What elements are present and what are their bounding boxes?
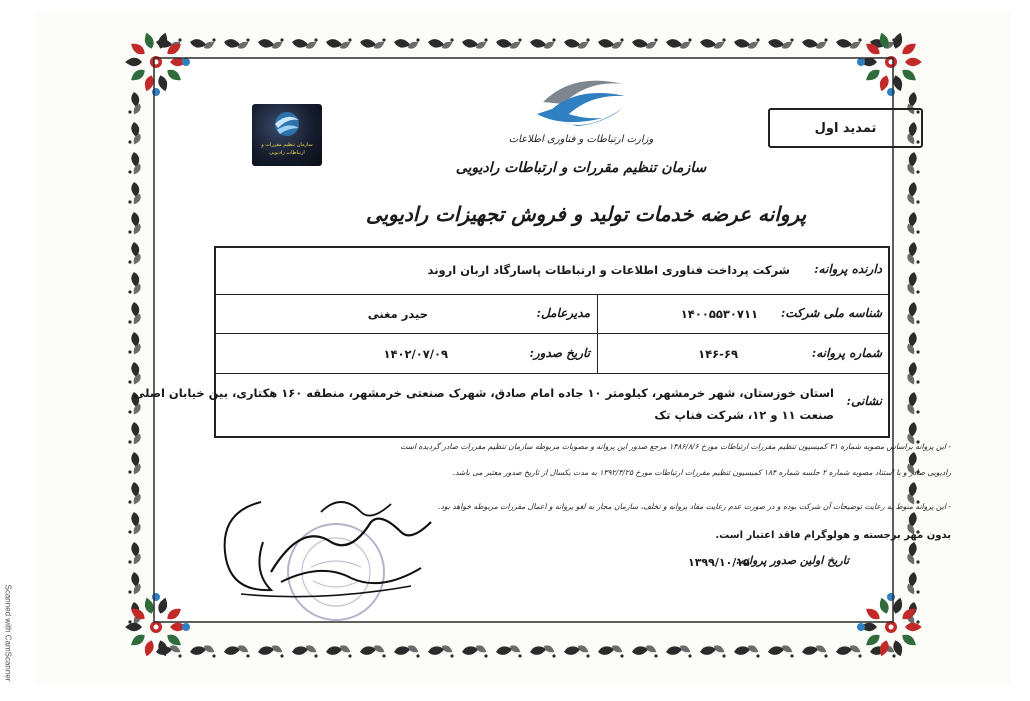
address-line-2: صنعت ۱۱ و ۱۲، شرکت فناپ تک [654,408,834,422]
license-title: پروانه عرضه خدمات تولید و فروش تجهیزات رادیویی [365,202,807,226]
extension-label: تمدید اول [814,120,877,136]
national-id-label: شناسه ملی شرکت: [780,306,882,320]
table-row-national-id [216,295,888,334]
first-issue-label: تاریخ اولین صدور پروانه: [736,554,850,567]
extension-badge [768,108,923,148]
hologram-text-2: ارتباطات رادیویی [269,150,305,156]
first-issue-date: ۱۳۹۹/۱۰/۱۵ [688,556,750,569]
address-line-1: استان خوزستان، شهر خرمشهر، کیلومتر ۱۰ جاده امام صادق، شهرک صنعتی خرمشهر، منطقه ۱۶۰ هکتاری، بین خیابان اصلی [133,386,834,400]
hologram-logo-icon [270,110,304,138]
table-row-holder [216,248,888,295]
license-number-value: ۱۴۶-۶۹ [698,347,738,361]
signature-icon [201,482,451,622]
note-line-3: - این پروانه منوط به رعایت توضیحات آن شرکت بوده و در صورت عدم رعایت مفاد پروانه و تخلف، سازمان مجاز به لغو پروانه و اعمال مقررات مربوطه خواهد بود. [438,502,951,511]
ministry-name: وزارت ارتباطات و فناوری اطلاعات [508,134,654,145]
ministry-logo-icon [533,62,629,132]
ceo-value: حیدر مغنی [367,307,428,321]
table-divider [597,295,598,333]
issue-date-label: تاریخ صدور: [529,346,590,360]
ceo-label: مدیرعامل: [536,306,590,320]
license-number-label: شماره پروانه: [811,346,882,360]
holder-value: شرکت پرداخت فناوری اطلاعات و ارتباطات پاسارگاد اربان اروند [427,263,790,277]
table-divider [597,334,598,373]
note-line-1: - این پروانه براساس مصوبه شماره ۳۱ کمیسیون تنظیم مقررات ارتباطات مورخ ۱۳۸۶/۸/۶ مرجع صدور این پروانه و مصوبات مربوطه سازمان تنظیم مقررات صادر گردیده است [400,442,951,451]
hologram-text-1: سازمان تنظیم مقررات و [261,142,313,148]
note-line-2: رادیویی صادر و با استناد مصوبه شماره ۲ جلسه شماره ۱۸۴ کمیسیون تنظیم مقررات ارتباطات مورخ ۱۳۹۲/۳/۲۵ به مدت یکسال از تاریخ صدور معتبر می باشد. [452,468,951,477]
hologram-seal [252,104,322,166]
certificate [36,12,1011,684]
issue-date-value: ۱۴۰۲/۰۷/۰۹ [383,347,448,361]
organization-name: سازمان تنظیم مقررات و ارتباطات رادیویی [455,160,707,176]
national-id-value: ۱۴۰۰۵۵۳۰۷۱۱ [680,307,758,321]
holder-label: دارنده پروانه: [814,262,882,276]
address-label: نشانی: [846,394,882,408]
table-row-license-number [216,334,888,374]
table-row-address [133,374,888,436]
scanner-watermark: Scanned with CamScanner [3,584,13,682]
license-info-table [133,246,890,438]
note-line-4: بدون مهر برجسته و هولوگرام فاقد اعتبار است. [715,530,951,541]
